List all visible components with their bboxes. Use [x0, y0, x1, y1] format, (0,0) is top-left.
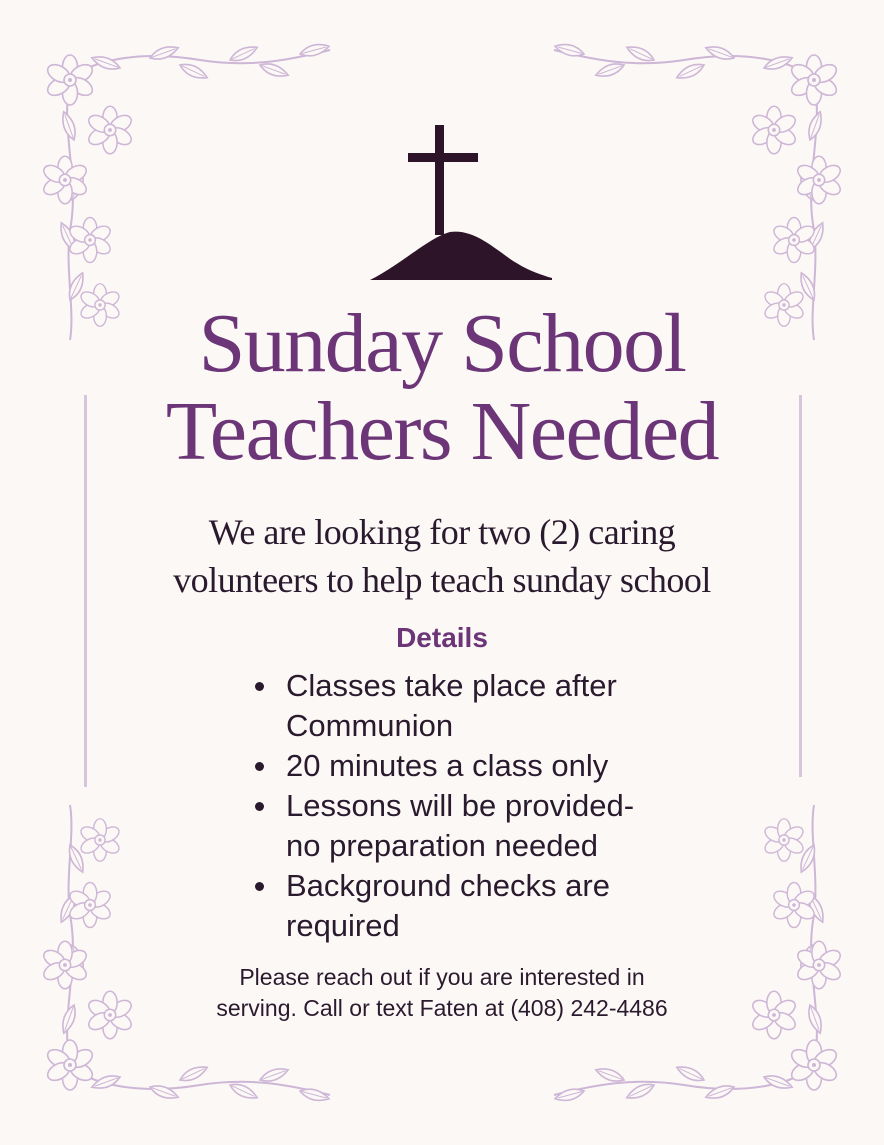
subtitle-line-1: We are looking for two (2) caring [208, 512, 676, 552]
list-item-line: no preparation needed [286, 828, 598, 863]
details-heading: Details [396, 622, 488, 653]
subtitle-line-2: volunteers to help teach sunday school [173, 560, 711, 600]
list-item-line: Communion [286, 708, 454, 743]
page-title [0, 297, 884, 478]
title-line-2: Teachers Needed [165, 385, 719, 478]
cross-on-hill-icon [370, 125, 555, 285]
list-item-line: Lessons will be provided- [286, 788, 635, 823]
list-item [255, 786, 695, 866]
list-item-line: required [286, 908, 400, 943]
contact-line-1: Please reach out if you are interested in [239, 964, 645, 990]
details-list [255, 666, 695, 946]
list-item [255, 746, 695, 786]
contact-info [0, 962, 884, 1024]
list-item-line: Background checks are [286, 868, 610, 903]
title-line-1: Sunday School [198, 297, 686, 390]
list-item-line: Classes take place after [286, 668, 617, 703]
list-item-line: 20 minutes a class only [286, 748, 609, 783]
subtitle [0, 508, 884, 604]
list-item [255, 866, 695, 946]
contact-line-2: serving. Call or text Faten at (408) 242-4486 [216, 995, 668, 1021]
list-item [255, 666, 695, 746]
